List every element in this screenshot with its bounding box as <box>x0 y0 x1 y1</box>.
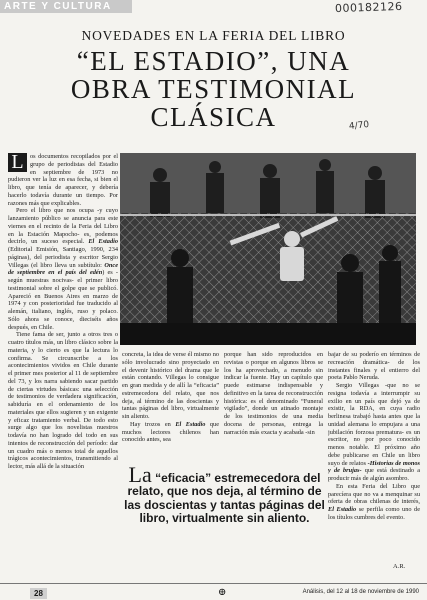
book-subtitle: Once de septiembre en el país del edén <box>8 261 118 277</box>
col1-p2b: (Editorial Emisión, Santiago, 1990, 234 páginas), del periodista y escritor Sergio Villegas <box>8 246 118 269</box>
pull-quote <box>122 462 327 526</box>
col2-p1: concreta, la idea de verse él mismo no sólo involucrado sino proyectado en el devenir histórico del drama que le están contando. Villegas lo consigue en gran medida y de allí la “eficacia” estremecedora del relato, que nos deja, al término de las doscientas y tantas páginas del libro, virtualmente sin aliento. <box>122 351 219 420</box>
headline <box>0 47 427 131</box>
col1-p1: os documentos recopilados por el grupo de periodistas del Estadio en septiembre de 1973 no pudieron ver la luz en esa fecha, si bien el libro, que tenía de aparecer, y debería hacerlo todavía durante un tiempo. Por razones más que explicables. <box>8 153 118 207</box>
registration-mark-icon: ⊕ <box>218 587 227 598</box>
author-signature: A.R. <box>393 563 406 570</box>
news-photo <box>120 153 416 345</box>
pull-quote-text: “eficacia” estremecedora del relato, que nos deja, al término de las doscientas y tantas páginas del libro, virtualmente sin aliento. <box>124 471 325 526</box>
publication-source: Análisis, del 12 al 18 de noviembre de 1990 <box>302 589 419 595</box>
col4-p3b: se perfila como uno de los títulos cumbres del evento. <box>328 506 420 521</box>
drop-cap: L <box>8 153 27 172</box>
col4-p2: Sergio Villegas -que no se resigna todavía a interrumpir su exilio en un país que dejó ya de existir, la RDA, en cuya radio berlinesa trabajó hasta antes que la unidad alemana lo empujara a una jubilación forzosa prematura- es un escritor, no por poco conocido menos notable. El próximo año debe publicarse en Chile un libro suyo de relatos <box>328 382 420 467</box>
page-number: 28 <box>30 588 47 599</box>
book-title-3: -Historias de monos y de brujas- <box>328 459 420 475</box>
article-column-2 <box>122 351 219 461</box>
section-header: ARTE Y CULTURA <box>0 0 132 13</box>
book-title-4: El Estadio <box>328 506 357 513</box>
col4-p1: bajar de su poderío en términos de recreación dramática- de los instantes finales y el entierro del poeta Pablo Neruda. <box>328 351 420 382</box>
col4-p2-wrap <box>328 382 420 483</box>
article-column-3 <box>224 351 323 461</box>
col1-p3: Tiene fama de ser, junto a otros tres o cuatro títulos más, un libro clásico sobre la materia, y lo cierto es que la lectura lo confirma. Se circunscribe a los acontecimientos vividos en Chile durante el primer mes posterior al 11 de septiembre del 73, y los narra sabiendo sacar partido de ciertas virtudes básicas: una selección de testimonios de verdadera significación, sabiduría en el ordenamiento de los materiales que ellos sugieren y un exigente y eficaz tratamiento verbal. De todo esto surge algo que los novelistas nuestros todavía no han logrado del todo en sus intentos de reconstrucción del período: dar un cuadro más o menos total de aquellos trágicos acontecimientos, transmitiendo al lector, más allá de la situación <box>8 331 118 470</box>
headline-line-2: OBRA TESTIMONIAL <box>70 74 357 104</box>
footer-rule <box>0 583 427 584</box>
archive-number: 000182126 <box>334 0 403 16</box>
col1-p2d: ) es -según muestras nocivas- el primer libro testimonial sobre el golpe que se publicó. Apareció en Buenos Aires en marzo de 1974 y con posterioridad fue traducido al alemán, italiano, inglés, ruso y polaco. Sólo ahora se conoce, dieciséis años después, en Chile. <box>8 269 118 331</box>
col2-p2b: que muchos lectores chilenos han conocido antes, sea <box>122 420 219 444</box>
photo-image <box>120 153 416 345</box>
book-title-2: El Estadio <box>175 420 206 428</box>
col3-p1: porque han sido reproducidos en revistas o porque en algunos libros se los ha aprovechado, a menudo sin indicar la fuente. Hay un capítulo que puede estimarse indispensable y definitivo en la tarea de reconstrucción histórica: es el denominado “Funeral vigilado”, donde un atinado montaje de los testimonios de una media docena de personas, entrega la narración más exacta y acabada -sin <box>224 351 323 436</box>
col4-p2b: que está destinado a producir más de algún asombro. <box>328 467 420 482</box>
article-column-4 <box>328 351 420 563</box>
col1-p2: Pero el libro que nos ocupa -y cuyo lanzamiento público se anuncia para este viernes en el recinto de la Feria del Libro en la Estación Mapocho- es, podemos decirlo, un suceso especial. <box>8 207 118 246</box>
col1-p2c: (el libro lleva un subtítulo: <box>31 261 102 269</box>
kicker: NOVEDADES EN LA FERIA DEL LIBRO <box>81 28 346 43</box>
pull-quote-lead: La <box>128 462 152 487</box>
article-column-1 <box>8 153 118 583</box>
book-title-1: El Estadio <box>88 238 118 246</box>
col4-p3: En esta Feria del Libro que parecíera que no va a menquinar su oferta de obras chilenas de interés, <box>328 482 420 506</box>
col2-p2: Hay trozos en <box>130 420 171 428</box>
headline-line-3: CLÁSICA <box>150 102 277 132</box>
headline-line-1: “EL ESTADIO”, UNA <box>76 46 351 76</box>
pen-note: 4/70 <box>348 119 370 133</box>
